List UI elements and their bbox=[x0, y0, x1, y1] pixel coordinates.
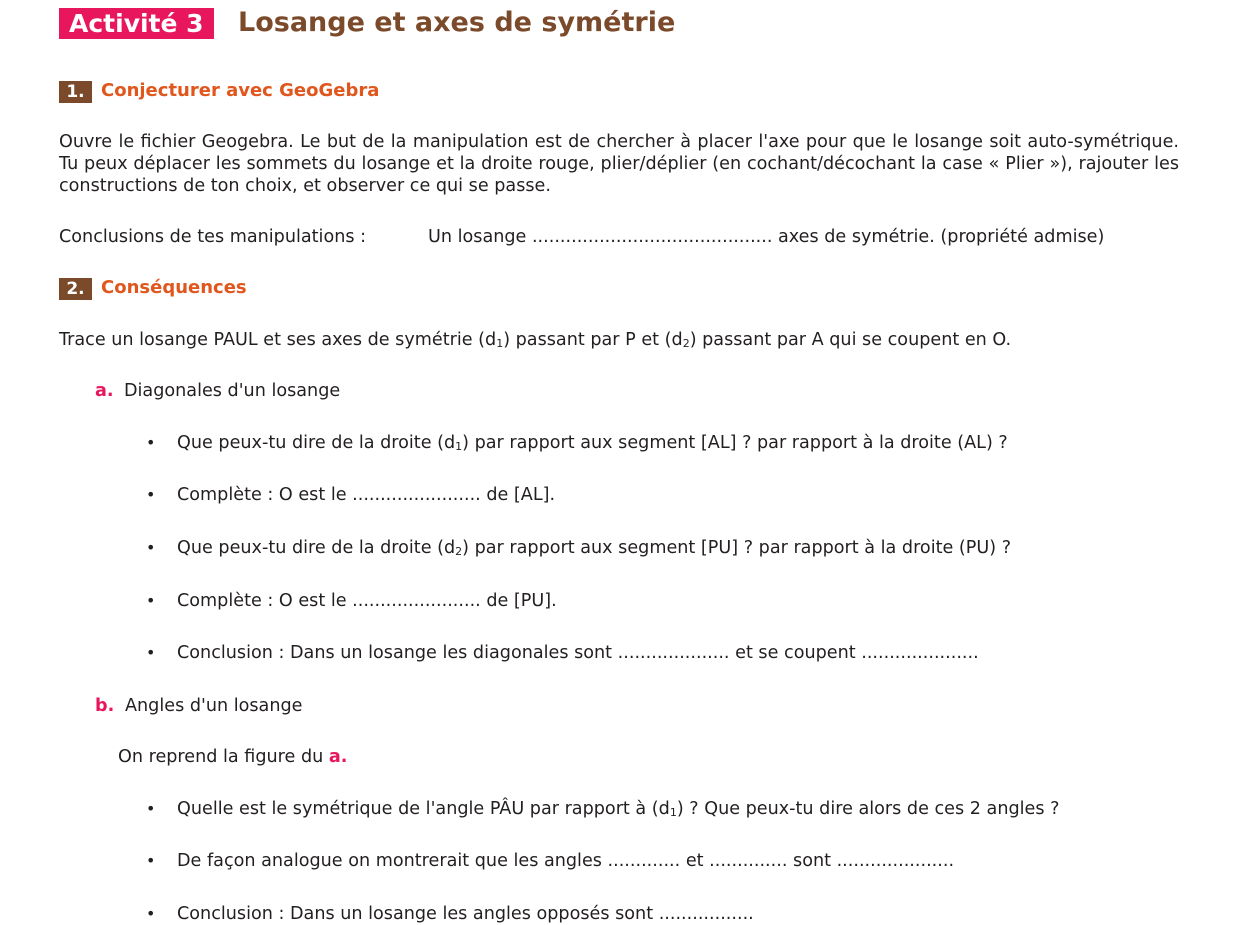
list-item: Conclusion : Dans un losange les angles opposés sont ................. bbox=[177, 904, 754, 924]
page-title: Losange et axes de symétrie bbox=[238, 7, 676, 38]
activity-badge: Activité 3 bbox=[59, 8, 214, 39]
list-item: Que peux-tu dire de la droite $(d_2)$ par rapport aux segment [PU] ? par rapport à la droite (PU) ? bbox=[177, 538, 1012, 558]
section-1-number: 1. bbox=[59, 81, 92, 103]
bullet-icon: • bbox=[146, 851, 156, 870]
bullet-icon: • bbox=[146, 538, 156, 557]
bullet-icon: • bbox=[146, 591, 156, 610]
section-2-title: Conséquences bbox=[101, 277, 247, 298]
part-a-title: Diagonales d'un losange bbox=[124, 381, 341, 401]
part-b-title: Angles d'un losange bbox=[125, 696, 303, 716]
bullet-icon: • bbox=[146, 799, 156, 818]
section-2-intro: Trace un losange PAUL et ses axes de symétrie $(d_1)$ passant par P et $(d_2)$ passant par A qui se coupent en O. bbox=[59, 330, 1012, 350]
list-item: Quelle est le symétrique de l'angle PÂU par rapport à $(d_1)$ ? Que peux-tu dire alors de ces 2 angles ? bbox=[177, 799, 1060, 819]
bullet-icon: • bbox=[146, 904, 156, 923]
section-2-number: 2. bbox=[59, 278, 92, 300]
list-item: Complète : O est le ....................... de [AL]. bbox=[177, 485, 556, 505]
part-a-letter: a. bbox=[95, 381, 114, 401]
section-1-paragraph: Ouvre le fichier Geogebra. Le but de la manipulation est de chercher à placer l'axe pour que le losange soit auto-symétrique. Tu peux déplacer les sommets du losange et la droite rouge, plier/déplier (en cochant/décochant la case « Plier »), rajouter les constructions de ton choix, et observer ce qui se passe. bbox=[59, 132, 1179, 196]
conclusion-text: Un losange ........................................... axes de symétrie. (propriété admise) bbox=[428, 227, 1105, 247]
part-b-letter: b. bbox=[95, 696, 115, 716]
section-1-title: Conjecturer avec GeoGebra bbox=[101, 80, 380, 101]
bullet-icon: • bbox=[146, 643, 156, 662]
bullet-icon: • bbox=[146, 485, 156, 504]
list-item: Que peux-tu dire de la droite $(d_1)$ par rapport aux segment [AL] ? par rapport à la droite (AL) ? bbox=[177, 433, 1008, 453]
list-item: Complète : O est le ....................... de [PU]. bbox=[177, 591, 557, 611]
list-item: Conclusion : Dans un losange les diagonales sont .................... et se coupent ..................... bbox=[177, 643, 979, 663]
bullet-icon: • bbox=[146, 433, 156, 452]
part-b-intro: On reprend la figure du a. bbox=[118, 747, 348, 767]
list-item: De façon analogue on montrerait que les angles ............. et .............. sont ..................... bbox=[177, 851, 955, 871]
conclusion-label: Conclusions de tes manipulations : bbox=[59, 227, 367, 247]
